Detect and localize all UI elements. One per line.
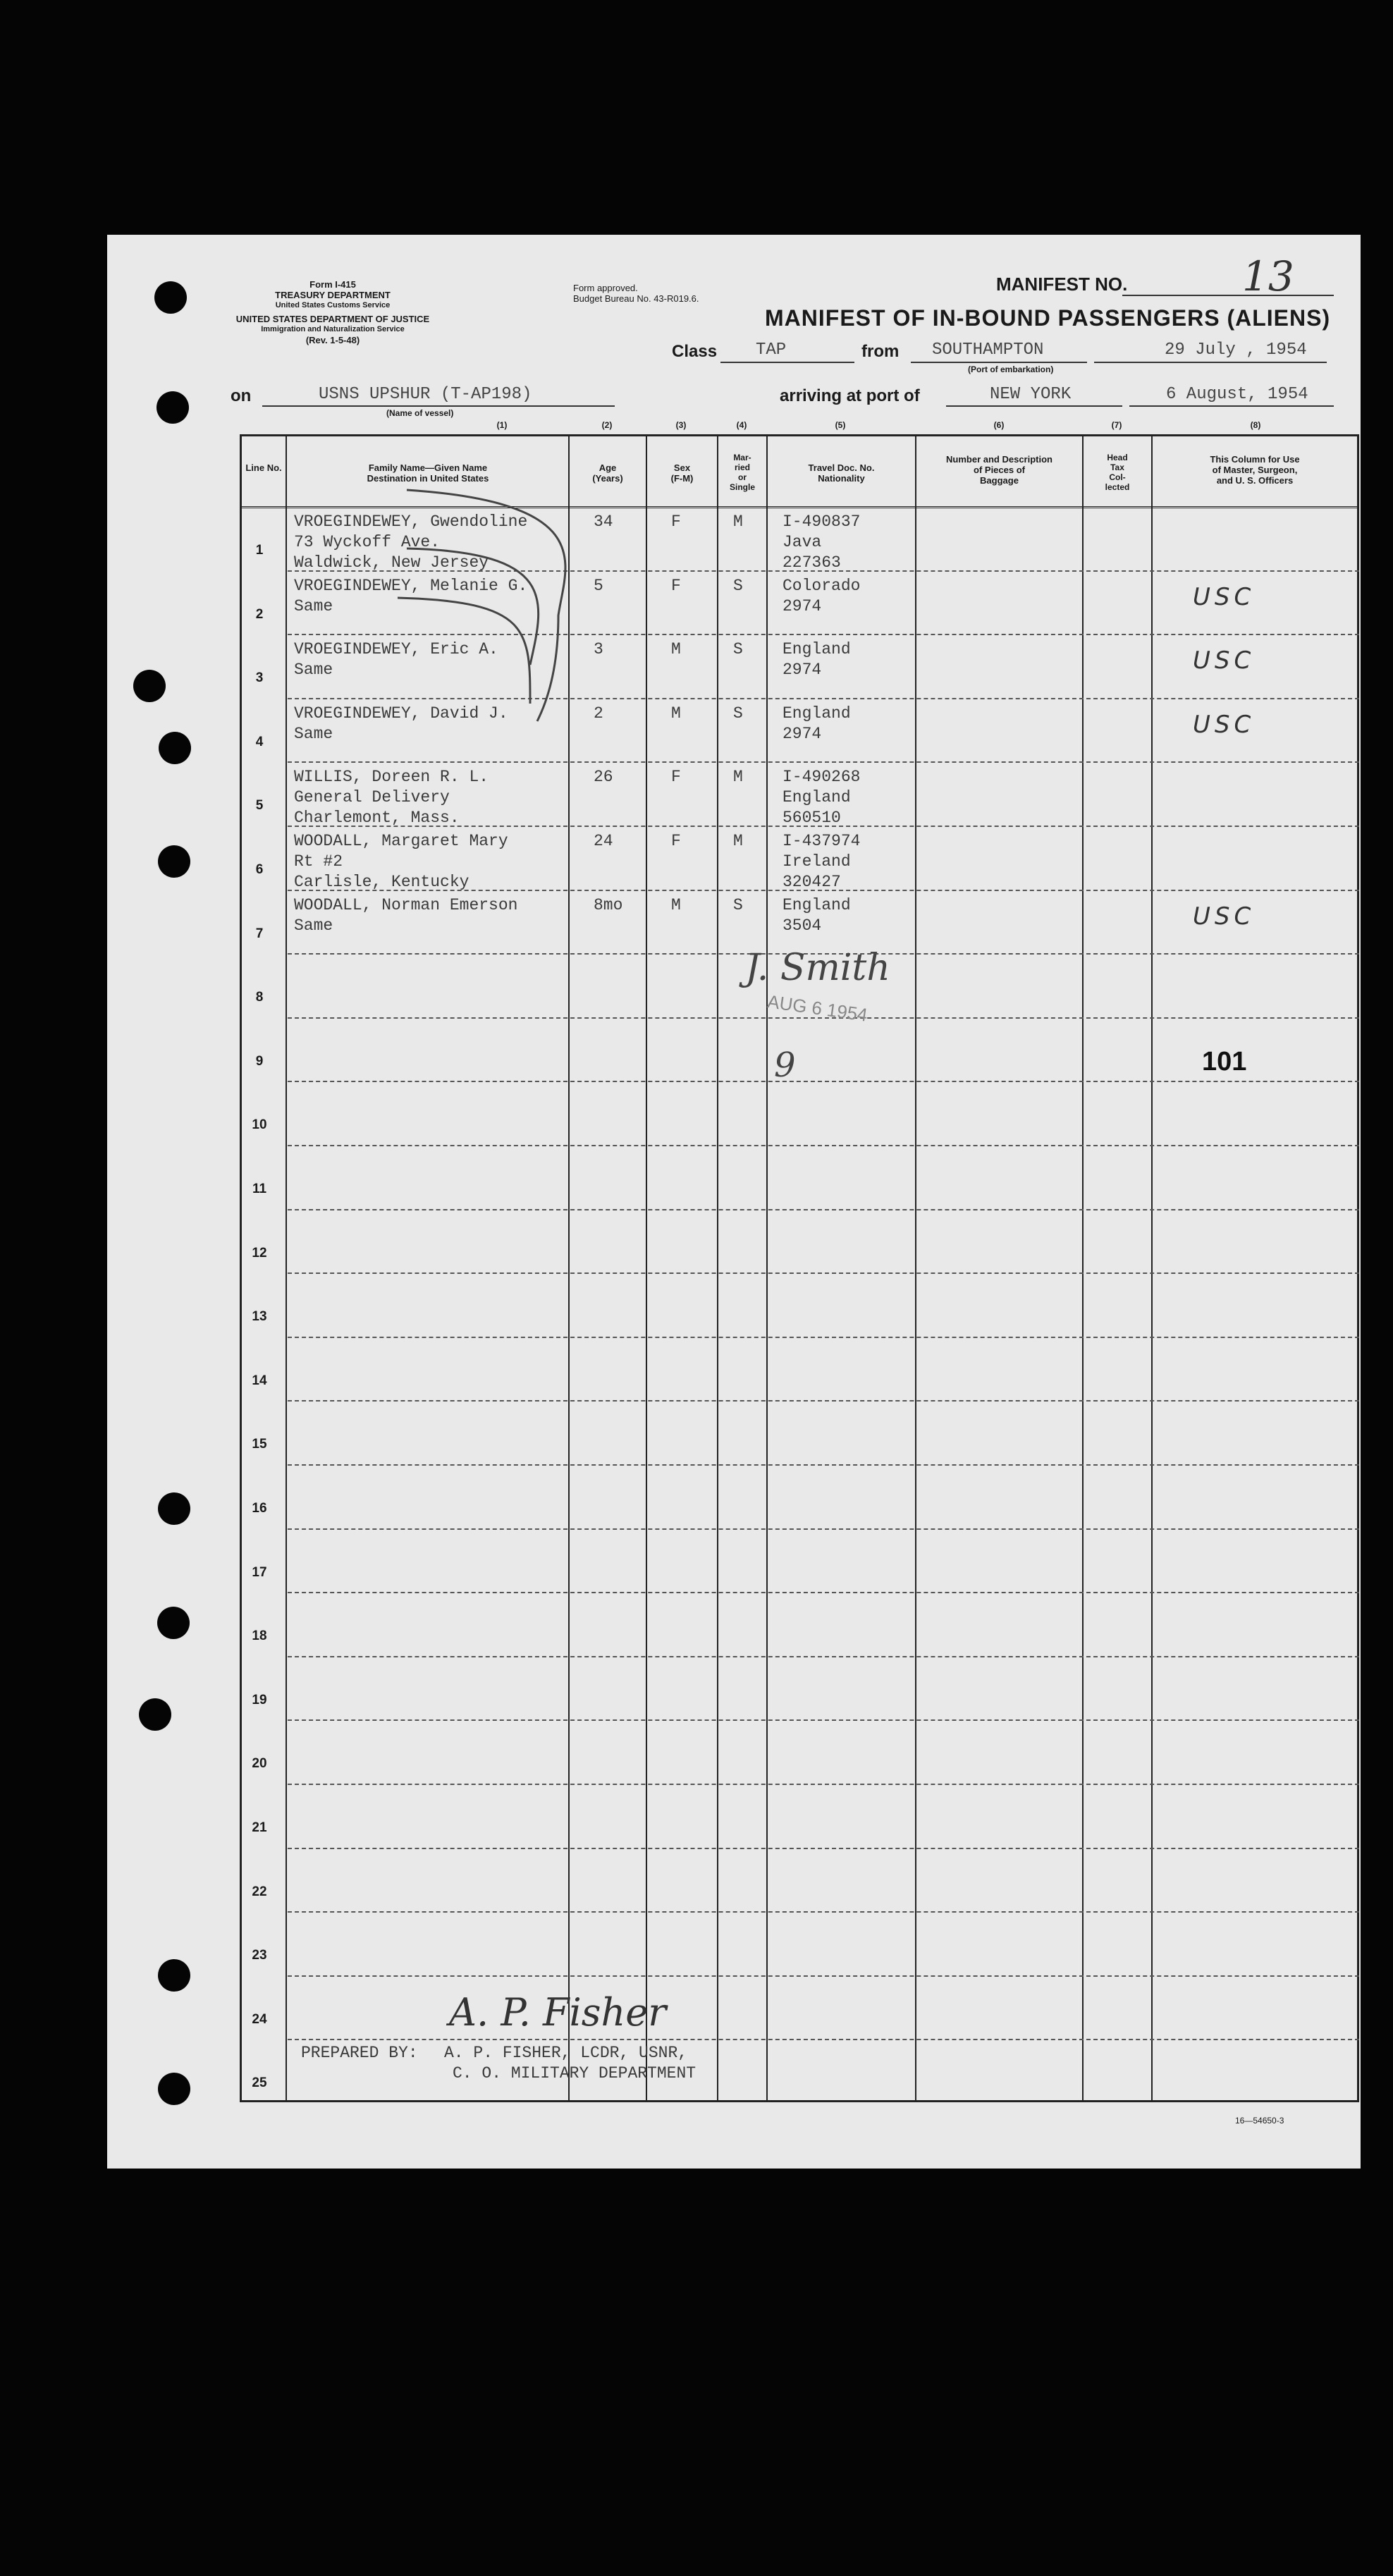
row-divider bbox=[288, 1337, 1359, 1338]
col-head-line: Line No. bbox=[245, 462, 282, 473]
inspector-initials: 9 bbox=[774, 1045, 796, 1085]
line-number: 6 bbox=[255, 862, 264, 877]
row-divider bbox=[288, 2039, 1359, 2040]
line-number: 17 bbox=[252, 1564, 267, 1580]
line-number: 4 bbox=[255, 734, 264, 749]
officer-note: USC bbox=[1193, 710, 1256, 739]
family-bracket bbox=[107, 235, 1361, 1010]
col-num-7: (7) bbox=[1111, 420, 1122, 430]
passenger-name: VROEGINDEWEY, Gwendoline 73 Wyckoff Ave. Waldwick, New Jersey bbox=[294, 513, 528, 572]
justice-dept: UNITED STATES DEPARTMENT OF JUSTICE bbox=[235, 314, 430, 324]
passenger-count: 101 bbox=[1202, 1047, 1247, 1077]
row-divider bbox=[288, 1464, 1359, 1466]
on-label: on bbox=[231, 386, 252, 405]
line-number: 19 bbox=[252, 1692, 267, 1707]
passenger-age: 8mo bbox=[594, 895, 623, 914]
binder-hole bbox=[157, 1607, 190, 1639]
from-value: SOUTHAMPTON bbox=[932, 341, 1044, 360]
passenger-marital-status: S bbox=[733, 576, 743, 595]
line-number: 16 bbox=[252, 1501, 267, 1516]
row-divider bbox=[288, 1975, 1359, 1977]
manifest-no-value: 13 bbox=[1242, 252, 1294, 300]
line-number: 23 bbox=[252, 1948, 267, 1963]
binder-hole bbox=[139, 1698, 171, 1731]
passenger-sex: F bbox=[671, 768, 681, 787]
passenger-travel-doc: I-437974 Ireland 320427 bbox=[783, 832, 861, 891]
col-head-married: Mar- ried or Single bbox=[729, 453, 755, 492]
arrival-port: NEW YORK bbox=[990, 385, 1072, 404]
arrival-stamp: AUG 6 1954 bbox=[766, 990, 869, 1026]
line-number: 21 bbox=[252, 1820, 267, 1835]
port-embark-note: (Port of embarkation) bbox=[968, 364, 1054, 374]
form-number: Form I-415 bbox=[309, 279, 356, 290]
arrival-date: 6 August, 1954 bbox=[1166, 385, 1308, 404]
passenger-travel-doc: England 2974 bbox=[783, 640, 851, 680]
line-number: 2 bbox=[255, 606, 264, 622]
line-number: 9 bbox=[255, 1053, 264, 1069]
passenger-travel-doc: Colorado 2974 bbox=[783, 576, 861, 615]
passenger-age: 34 bbox=[594, 513, 613, 531]
line-number: 5 bbox=[255, 798, 264, 814]
row-divider bbox=[288, 1911, 1359, 1913]
row-divider bbox=[288, 1081, 1359, 1082]
row-divider bbox=[288, 1592, 1359, 1593]
officer-note: USC bbox=[1193, 582, 1256, 611]
passenger-sex: M bbox=[671, 895, 681, 914]
inspector-signature: J. Smith bbox=[745, 947, 890, 989]
line-number: 8 bbox=[255, 990, 264, 1005]
passenger-name: VROEGINDEWEY, David J. Same bbox=[294, 704, 508, 743]
col-head-officers: This Column for Use of Master, Surgeon, and U. S. Officers bbox=[1210, 454, 1300, 486]
passenger-sex: F bbox=[671, 832, 681, 850]
page-title: MANIFEST OF IN-BOUND PASSENGERS (ALIENS) bbox=[765, 305, 1331, 331]
passenger-travel-doc: England 3504 bbox=[783, 895, 851, 935]
col-head-sex: Sex (F-M) bbox=[670, 462, 694, 484]
line-number: 10 bbox=[252, 1117, 267, 1133]
line-number: 11 bbox=[252, 1182, 267, 1196]
preparer-signature: A. P. Fisher bbox=[449, 1990, 667, 2035]
passenger-marital-status: S bbox=[733, 640, 743, 659]
class-label: Class bbox=[672, 342, 718, 361]
col-num-2: (2) bbox=[601, 420, 613, 430]
col-num-8: (8) bbox=[1250, 420, 1261, 430]
form-code: 16—54650-3 bbox=[1235, 2116, 1284, 2126]
line-number: 18 bbox=[252, 1629, 267, 1644]
passenger-sex: M bbox=[671, 704, 681, 723]
ins-service: Immigration and Naturalization Service bbox=[261, 325, 405, 333]
col-head-head-tax: Head Tax Col- lected bbox=[1105, 453, 1130, 492]
passenger-marital-status: S bbox=[733, 704, 743, 723]
approved-text: Form approved. bbox=[573, 283, 638, 293]
arriving-label: arriving at port of bbox=[780, 386, 920, 405]
vessel-note: (Name of vessel) bbox=[386, 408, 454, 418]
passenger-travel-doc: England 2974 bbox=[783, 704, 851, 743]
passenger-age: 2 bbox=[594, 704, 603, 723]
prepared-by-label: PREPARED BY: bbox=[301, 2044, 418, 2062]
row-divider bbox=[288, 1145, 1359, 1146]
from-label: from bbox=[861, 342, 900, 361]
passenger-name: VROEGINDEWEY, Eric A. Same bbox=[294, 640, 498, 680]
line-number: 12 bbox=[252, 1245, 267, 1261]
col-num-5: (5) bbox=[835, 420, 846, 430]
col-head-age: Age (Years) bbox=[592, 462, 623, 484]
row-divider bbox=[288, 1656, 1359, 1657]
officer-note: USC bbox=[1193, 646, 1256, 675]
passenger-marital-status: M bbox=[733, 513, 743, 531]
col-num-1: (1) bbox=[496, 420, 508, 430]
passenger-name: WILLIS, Doreen R. L. General Delivery Charlemont, Mass. bbox=[294, 768, 489, 828]
line-number: 3 bbox=[255, 670, 264, 686]
passenger-age: 5 bbox=[594, 576, 603, 595]
col-num-3: (3) bbox=[675, 420, 687, 430]
col-head-baggage: Number and Description of Pieces of Baggage bbox=[946, 454, 1053, 486]
departure-date: 29 July , 1954 bbox=[1165, 341, 1307, 360]
budget-text: Budget Bureau No. 43-R019.6. bbox=[573, 293, 699, 304]
prepared-by-line1: A. P. FISHER, LCDR, USNR, bbox=[444, 2044, 688, 2062]
row-divider bbox=[288, 1784, 1359, 1785]
customs-service: United States Customs Service bbox=[275, 301, 391, 309]
passenger-marital-status: M bbox=[733, 832, 743, 850]
line-number: 24 bbox=[252, 2011, 267, 2027]
revision: (Rev. 1-5-48) bbox=[305, 335, 360, 345]
vessel-name: USNS UPSHUR (T-AP198) bbox=[319, 385, 532, 404]
passenger-age: 3 bbox=[594, 640, 603, 659]
line-number: 20 bbox=[252, 1756, 267, 1772]
line-number: 15 bbox=[252, 1437, 267, 1452]
manifest-no-label: MANIFEST NO. bbox=[996, 274, 1128, 295]
passenger-age: 24 bbox=[594, 832, 613, 850]
row-divider bbox=[288, 1848, 1359, 1849]
prepared-by-line2: C. O. MILITARY DEPARTMENT bbox=[453, 2064, 696, 2083]
passenger-age: 26 bbox=[594, 768, 613, 787]
line-number: 14 bbox=[252, 1373, 267, 1388]
row-divider bbox=[288, 1272, 1359, 1274]
passenger-name: WOODALL, Margaret Mary Rt #2 Carlisle, Kentucky bbox=[294, 832, 508, 891]
passenger-sex: M bbox=[671, 640, 681, 659]
treasury-dept: TREASURY DEPARTMENT bbox=[275, 290, 391, 300]
passenger-sex: F bbox=[671, 513, 681, 531]
passenger-marital-status: S bbox=[733, 895, 743, 914]
class-value: TAP bbox=[756, 341, 787, 360]
line-number: 25 bbox=[252, 2075, 267, 2091]
row-divider bbox=[288, 1400, 1359, 1402]
col-num-4: (4) bbox=[736, 420, 747, 430]
passenger-travel-doc: I-490268 England 560510 bbox=[783, 768, 861, 828]
line-number: 13 bbox=[252, 1309, 267, 1325]
col-num-6: (6) bbox=[993, 420, 1005, 430]
officer-note: USC bbox=[1193, 902, 1256, 931]
line-number: 22 bbox=[252, 1884, 267, 1899]
passenger-travel-doc: I-490837 Java 227363 bbox=[783, 513, 861, 572]
binder-hole bbox=[158, 1959, 190, 1992]
row-divider bbox=[288, 1209, 1359, 1210]
line-number: 7 bbox=[255, 926, 264, 941]
row-divider bbox=[288, 1528, 1359, 1530]
passenger-marital-status: M bbox=[733, 768, 743, 787]
col-head-travel-doc: Travel Doc. No. Nationality bbox=[808, 462, 875, 484]
manifest-page bbox=[107, 235, 1361, 2169]
binder-hole bbox=[158, 2073, 190, 2105]
col-head-name: Family Name—Given Name Destination in United States bbox=[367, 462, 489, 484]
passenger-name: WOODALL, Norman Emerson Same bbox=[294, 895, 518, 935]
passenger-sex: F bbox=[671, 576, 681, 595]
binder-hole bbox=[158, 1492, 190, 1525]
line-number: 1 bbox=[255, 543, 264, 558]
passenger-name: VROEGINDEWEY, Melanie G. Same bbox=[294, 576, 528, 615]
row-divider bbox=[288, 1719, 1359, 1721]
